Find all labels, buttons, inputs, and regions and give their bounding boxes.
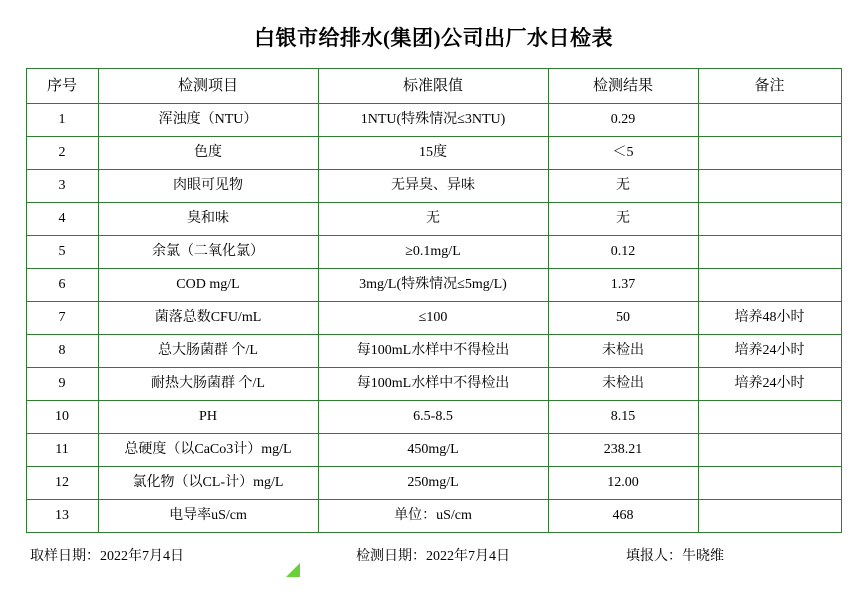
cell-std: 每100mL水样中不得检出 <box>318 335 548 368</box>
table-row <box>26 368 841 401</box>
cell-item: 总大肠菌群 个/L <box>98 335 318 368</box>
table-row <box>26 137 841 170</box>
table-row <box>26 500 841 533</box>
table-row <box>26 104 841 137</box>
cell-note <box>698 269 841 302</box>
cell-note <box>698 500 841 533</box>
cell-no: 5 <box>26 236 98 269</box>
cell-item: 浑浊度（NTU） <box>98 104 318 137</box>
table-header-row <box>26 69 841 104</box>
cell-std: 每100mL水样中不得检出 <box>318 368 548 401</box>
cell-item: PH <box>98 401 318 434</box>
cell-item: 肉眼可见物 <box>98 170 318 203</box>
table-row <box>26 434 841 467</box>
cell-result: 468 <box>548 500 698 533</box>
cell-note: 培养48小时 <box>698 302 841 335</box>
cell-item: 臭和味 <box>98 203 318 236</box>
cell-std: 250mg/L <box>318 467 548 500</box>
cell-item: 耐热大肠菌群 个/L <box>98 368 318 401</box>
table-row <box>26 170 841 203</box>
cell-no: 12 <box>26 467 98 500</box>
sample-date-label: 取样日期：2022年7月4日 <box>30 549 184 564</box>
page-title: 白银市给排水(集团)公司出厂水日检表 <box>254 26 613 50</box>
cell-item: 色度 <box>98 137 318 170</box>
cell-no: 7 <box>26 302 98 335</box>
cell-note <box>698 434 841 467</box>
cell-no: 9 <box>26 368 98 401</box>
cell-result: 0.29 <box>548 104 698 137</box>
cell-note <box>698 236 841 269</box>
cell-no: 8 <box>26 335 98 368</box>
cell-no: 13 <box>26 500 98 533</box>
column-header-no: 序号 <box>26 69 98 104</box>
cell-std: 无 <box>318 203 548 236</box>
cell-item: 余氯（二氧化氯） <box>98 236 318 269</box>
cell-std: 450mg/L <box>318 434 548 467</box>
table-row <box>26 236 841 269</box>
cell-std: 1NTU(特殊情况≤3NTU) <box>318 104 548 137</box>
table-row <box>26 401 841 434</box>
cell-std: 无异臭、异味 <box>318 170 548 203</box>
cell-note <box>698 467 841 500</box>
cell-note: 培养24小时 <box>698 368 841 401</box>
cell-result: 无 <box>548 170 698 203</box>
cell-note <box>698 401 841 434</box>
cell-no: 4 <box>26 203 98 236</box>
cell-no: 10 <box>26 401 98 434</box>
cell-no: 11 <box>26 434 98 467</box>
cell-item: 菌落总数CFU/mL <box>98 302 318 335</box>
cell-note <box>698 170 841 203</box>
water-quality-table <box>26 68 842 533</box>
document-footer <box>26 533 841 573</box>
cell-std: ≥0.1mg/L <box>318 236 548 269</box>
cell-no: 2 <box>26 137 98 170</box>
cell-std: 6.5-8.5 <box>318 401 548 434</box>
cell-no: 3 <box>26 170 98 203</box>
table-row <box>26 302 841 335</box>
cell-std: 3mg/L(特殊情况≤5mg/L) <box>318 269 548 302</box>
cell-result: 0.12 <box>548 236 698 269</box>
cell-std: ≤100 <box>318 302 548 335</box>
cell-result: 未检出 <box>548 335 698 368</box>
column-header-std: 标准限值 <box>318 69 548 104</box>
cell-item: COD mg/L <box>98 269 318 302</box>
table-row <box>26 269 841 302</box>
cell-std: 15度 <box>318 137 548 170</box>
cell-result: 12.00 <box>548 467 698 500</box>
table-row <box>26 203 841 236</box>
table-row <box>26 335 841 368</box>
cell-result: 8.15 <box>548 401 698 434</box>
cell-no: 6 <box>26 269 98 302</box>
cell-result: 50 <box>548 302 698 335</box>
cell-no: 1 <box>26 104 98 137</box>
cell-item: 电导率uS/cm <box>98 500 318 533</box>
cell-item: 总硬度（以CaCo3计）mg/L <box>98 434 318 467</box>
cell-result: 无 <box>548 203 698 236</box>
column-header-result: 检测结果 <box>548 69 698 104</box>
filler-name-label: 填报人：牛晓维 <box>626 549 724 564</box>
cell-note <box>698 104 841 137</box>
cell-note: 培养24小时 <box>698 335 841 368</box>
table-row <box>26 467 841 500</box>
cell-std: 单位：uS/cm <box>318 500 548 533</box>
cell-result: 238.21 <box>548 434 698 467</box>
cell-result: 未检出 <box>548 368 698 401</box>
test-date-label: 检测日期：2022年7月4日 <box>356 549 510 564</box>
cell-note <box>698 137 841 170</box>
cell-result: 1.37 <box>548 269 698 302</box>
column-header-item: 检测项目 <box>98 69 318 104</box>
column-header-note: 备注 <box>698 69 841 104</box>
cell-item: 氯化物（以CL-计）mg/L <box>98 467 318 500</box>
cell-result: ＜5 <box>548 137 698 170</box>
cell-note <box>698 203 841 236</box>
